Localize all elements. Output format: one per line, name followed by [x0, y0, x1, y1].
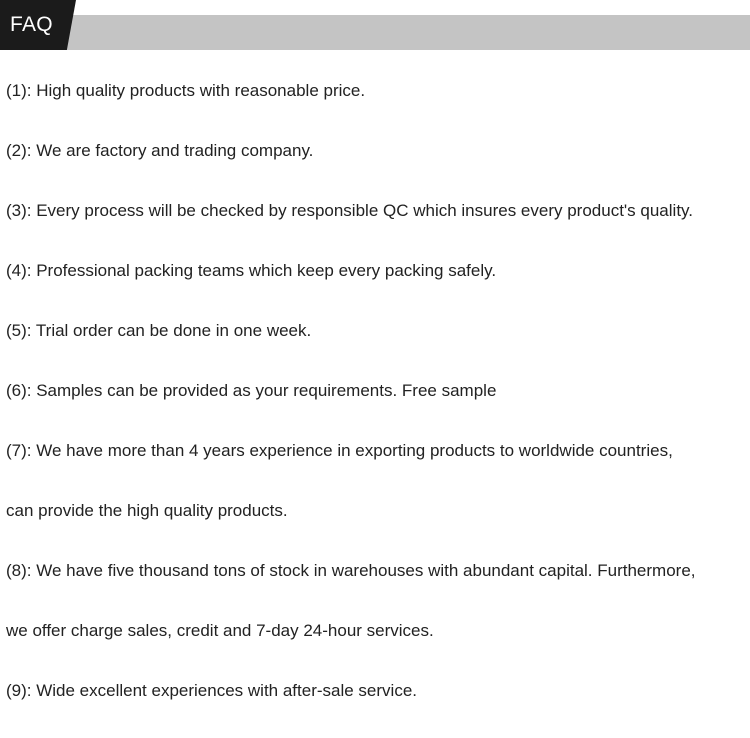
faq-item-8: (8): We have five thousand tons of stock in warehouses with abundant capital. Furthermore, [6, 561, 696, 580]
faq-item-9: (9): Wide excellent experiences with after-sale service. [6, 681, 417, 700]
faq-item-5: (5): Trial order can be done in one week. [6, 321, 312, 340]
header-bar [0, 15, 750, 50]
faq-item-4: (4): Professional packing teams which keep every packing safely. [6, 261, 497, 280]
faq-item-7-continued: can provide the high quality products. [6, 501, 288, 520]
faq-header [0, 0, 750, 50]
faq-item-7: (7): We have more than 4 years experience in exporting products to worldwide countries, [6, 441, 673, 460]
faq-list [6, 78, 746, 738]
faq-item-3: (3): Every process will be checked by responsible QC which insures every product's quality. [6, 201, 693, 220]
faq-item-6: (6): Samples can be provided as your requirements. Free sample [6, 381, 497, 400]
faq-item-1: (1): High quality products with reasonable price. [6, 81, 366, 100]
faq-item-8-continued: we offer charge sales, credit and 7-day 24-hour services. [6, 621, 434, 640]
faq-item-2: (2): We are factory and trading company. [6, 141, 314, 160]
page-title: FAQ [10, 13, 53, 36]
